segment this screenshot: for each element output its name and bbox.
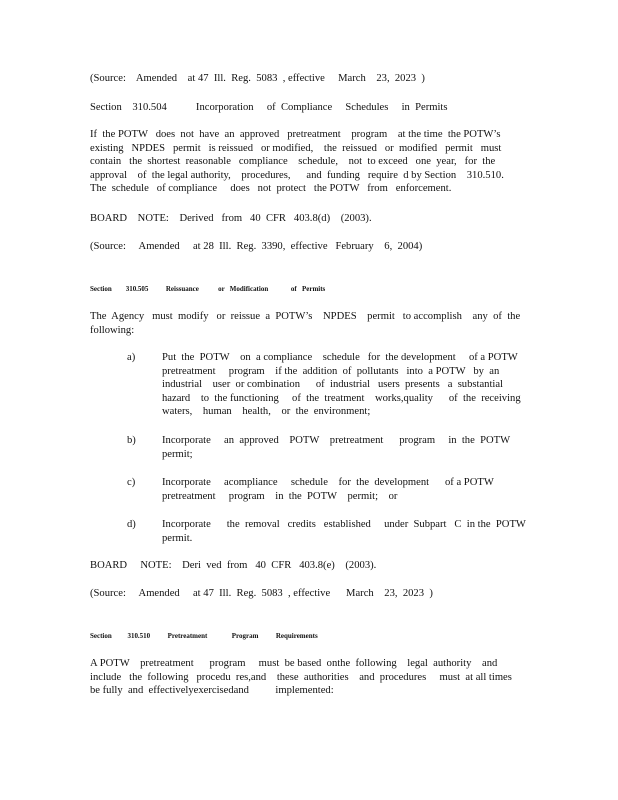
- text-line: Incorporate acompliance schedule for the development of a POTW: [162, 477, 494, 488]
- body-paragraph: [90, 310, 521, 337]
- section-heading: [90, 101, 515, 115]
- text-line: The schedule of compliance does not protect the POTW from enforcement.: [90, 183, 452, 195]
- list-item-text: [162, 518, 526, 545]
- text-line: A POTW pretreatment program must be based onthe following legal authority and: [90, 658, 498, 669]
- text-line: permit.: [162, 532, 193, 544]
- list-marker: d): [127, 519, 136, 530]
- text-line: Section 310.504 Incorporation of Compliance Schedules in Permits: [90, 102, 448, 113]
- text-line: existing NPDES permit is reissued or modified, the reissued or modified permit must: [90, 142, 502, 154]
- source-note: [90, 587, 515, 601]
- text-line: hazard to the functioning of the treatment works,quality of the receiving: [162, 392, 521, 404]
- text-line: Incorporate the removal credits established under Subpart C in the POTW: [162, 519, 526, 530]
- list-marker: c): [127, 477, 136, 488]
- board-note: [90, 559, 515, 573]
- text-line: permit;: [162, 448, 193, 460]
- text-line: following:: [90, 324, 135, 336]
- text-line: (Source: Amended at 28 Ill. Reg. 3390, effective February 6, 2004): [90, 241, 423, 252]
- list-marker: a): [127, 352, 136, 363]
- list-item-text: [162, 351, 521, 419]
- text-line: BOARD NOTE: Derived from 40 CFR 403.8(d) (2003).: [90, 213, 372, 224]
- text-line: If the POTW does not have an approved pretreatment program at the time the POTW’s: [90, 129, 501, 140]
- list-item-text: [162, 434, 514, 461]
- text-line: The Agency must modify or reissue a POTW’s NPDES permit to accomplish any of the: [90, 311, 521, 322]
- body-paragraph: [90, 657, 515, 698]
- text-line: waters, human health, or the environment;: [162, 406, 371, 418]
- section-heading: Section 310.510 Pretreatment Program Requirements: [90, 631, 318, 640]
- text-line: Incorporate an approved POTW pretreatment program in the POTW: [162, 435, 511, 446]
- text-line: (Source: Amended at 47 Ill. Reg. 5083 , effective March 23, 2023 ): [90, 73, 425, 84]
- text-line: Put the POTW on a compliance schedule for the development of a POTW: [162, 352, 518, 363]
- text-line: contain the shortest reasonable compliance schedule, not to exceed one year, for the: [90, 156, 496, 168]
- text-line: be fully and effectivelyexercisedand implemented:: [90, 685, 334, 697]
- body-paragraph: [90, 128, 515, 196]
- list-marker: b): [127, 435, 136, 446]
- source-note: [90, 240, 515, 254]
- board-note: [90, 212, 515, 226]
- text-line: pretreatment program in the POTW permit; or: [162, 490, 398, 502]
- text-line: BOARD NOTE: Deri ved from 40 CFR 403.8(e) (2003).: [90, 560, 377, 571]
- source-note: [90, 72, 515, 86]
- text-line: (Source: Amended at 47 Ill. Reg. 5083 , effective March 23, 2023 ): [90, 588, 433, 599]
- text-line: pretreatment program if the addition of pollutants into a POTW by an: [162, 365, 500, 377]
- text-line: include the following procedu res,and these authorities and procedures must at all times: [90, 671, 512, 683]
- text-line: approval of the legal authority, procedures, and funding require d by Section 310.510.: [90, 169, 504, 181]
- section-heading: Section 310.505 Reissuance or Modification of Permits: [90, 284, 326, 293]
- text-line: industrial user or combination of industrial users presents a substantial: [162, 379, 504, 391]
- list-item-text: [162, 476, 514, 503]
